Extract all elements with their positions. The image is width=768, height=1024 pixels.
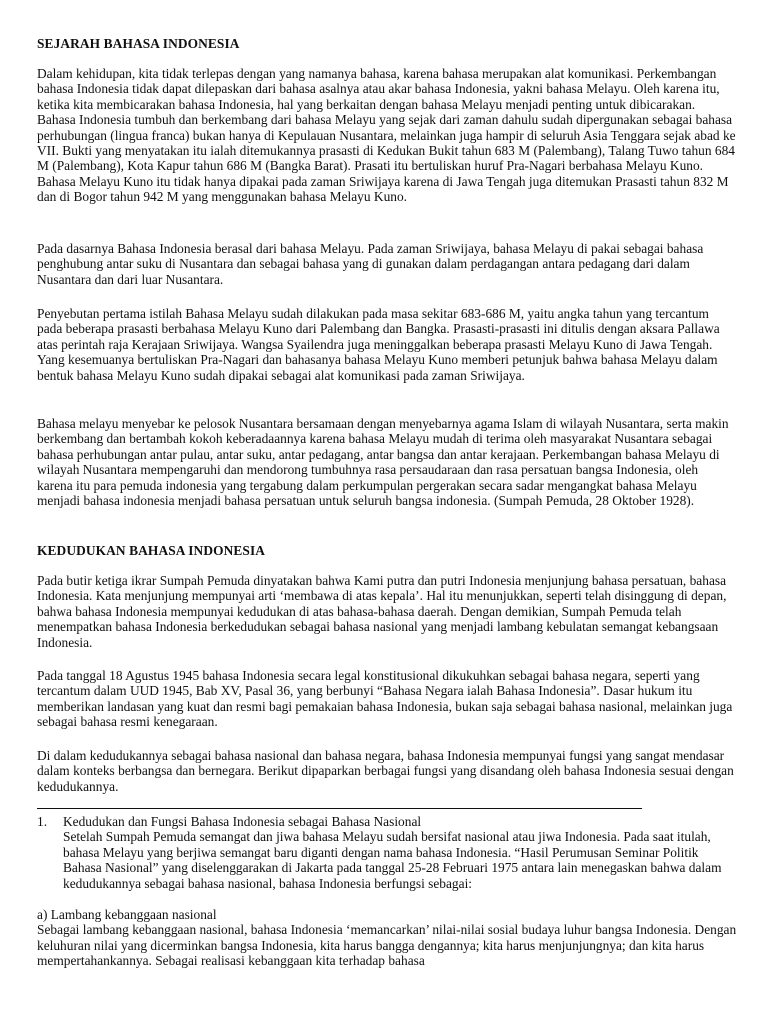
sub-item bbox=[37, 907, 737, 969]
list-number: 1. bbox=[37, 814, 48, 829]
horizontal-divider bbox=[37, 808, 642, 809]
paragraph: Bahasa melayu menyebar ke pelosok Nusantara bersamaan dengan menyebarnya agama Islam di wilayah Nusantara, serta makin berkembang dan bertambah kokoh keberadaannya karena bahasa Melayu mudah di terima oleh masyarakat Nusantara sebagai bahasa perhubungan antar pulau, antar suku, antar pedagang, antar bangsa dan antar kerajaan. Perkembangan bahasa Melayu di wilayah Nusantara mempengaruhi dan mendorong tumbuhnya rasa persaudaraan dan rasa persatuan bangsa Indonesia, oleh karena itu para pemuda indonesia yang tergabung dalam perkumpulan pergerakan secara sadar mengangkat bahasa Melayu menjadi bahasa indonesia menjadi bahasa persatuan untuk seluruh bangsa indonesia. (Sumpah Pemuda, 28 Oktober 1928). bbox=[37, 416, 729, 509]
paragraph: Di dalam kedudukannya sebagai bahasa nasional dan bahasa negara, bahasa Indonesia mempunyai fungsi yang sangat mendasar dalam konteks berbangsa dan bernegara. Berikut dipaparkan berbagai fungsi yang disandang oleh bahasa Indonesia sesuai dengan kedudukannya. bbox=[37, 748, 734, 794]
paragraph: Penyebutan pertama istilah Bahasa Melayu sudah dilakukan pada masa sekitar 683-686 M, yaitu angka tahun yang tercantum pada beberapa prasasti berbahasa Melayu Kuno dari Palembang dan Bangka. Prasasti-prasasti ini ditulis dengan aksara Pallawa atas perintah raja Kerajaan Sriwijaya. Wangsa Syailendra juga meninggalkan beberapa prasasti Melayu Kuno di Jawa Tengah. Yang kesemuanya bertuliskan Pra-Nagari dan bahasanya bahasa Melayu Kuno memberi petunjuk bahwa bahasa Melayu dalam bentuk bahasa Melayu Kuno sudah dipakai sebagai alat komunikasi pada zaman Sriwijaya. bbox=[37, 306, 720, 383]
sub-item-text: Sebagai lambang kebanggaan nasional, bahasa Indonesia ‘memancarkan’ nilai-nilai sosial budaya luhur bangsa Indonesia. Dengan keluhuran nilai yang dicerminkan bangsa Indonesia, kita harus bangga dengannya; kita harus menjunjungnya; dan kita harus mempertahankannya. Sebagai realisasi kebanggaan kita terhadap bahasa bbox=[37, 922, 737, 969]
paragraph: Pada dasarnya Bahasa Indonesia berasal dari bahasa Melayu. Pada zaman Sriwijaya, bahasa Melayu di pakai sebagai bahasa penghubung antar suku di Nusantara dan sebagai bahasa yang di gunakan dalam perdagangan antara pedagang dari dalam Nusantara dan dari luar Nusantara. bbox=[37, 241, 704, 287]
paragraph: Pada butir ketiga ikrar Sumpah Pemuda dinyatakan bahwa Kami putra dan putri Indonesia menjunjung bahasa persatuan, bahasa Indonesia. Kata menjunjung mempunyai arti ‘membawa di atas kepala’. Hal itu menunjukkan, seperti telah disinggung di depan, bahwa bahasa Indonesia mempunyai kedudukan di atas bahasa-bahasa daerah. Dengan demikian, Sumpah Pemuda telah menempatkan bahasa Indonesia berkedudukan sebagai bahasa nasional yang menjadi lambang kebulatan semangat kebangsaan Indonesia. bbox=[37, 573, 727, 650]
list-item-text: Setelah Sumpah Pemuda semangat dan jiwa bahasa Melayu sudah bersifat nasional atau jiwa Indonesia. Pada saat itulah, bahasa Melayu yang berjiwa semangat baru diganti dengan nama bahasa Indonesia. “Hasil Perumusan Seminar Politik Bahasa Nasional” yang diselenggarakan di Jakarta pada tanggal 25-28 Februari 1975 antara lain menegaskan bahwa dalam kedudukannya sebagai bahasa nasional, bahasa Indonesia berfungsi sebagai: bbox=[63, 829, 722, 891]
sub-item-label: a) Lambang kebanggaan nasional bbox=[37, 907, 217, 922]
paragraph: Pada tanggal 18 Agustus 1945 bahasa Indonesia secara legal konstitusional dikukuhkan sebagai bahasa negara, seperti yang tercantum dalam UUD 1945, Bab XV, Pasal 36, yang berbunyi “Bahasa Negara ialah Bahasa Indonesia”. Dasar hukum itu memberikan landasan yang kuat dan resmi bagi pemakaian bahasa Indonesia, bukan saja sebagai bahasa nasional, melainkan juga sebagai bahasa resmi kenegaraan. bbox=[37, 668, 733, 730]
list-item-body bbox=[63, 814, 737, 891]
list-item-heading: Kedudukan dan Fungsi Bahasa Indonesia sebagai Bahasa Nasional bbox=[63, 814, 422, 829]
numbered-list-item bbox=[37, 814, 737, 891]
section-title-kedudukan: KEDUDUKAN BAHASA INDONESIA bbox=[37, 543, 266, 558]
paragraph: Dalam kehidupan, kita tidak terlepas dengan yang namanya bahasa, karena bahasa merupakan alat komunikasi. Perkembangan bahasa Indonesia tidak dapat dilepaskan dari bahasa asalnya atau akar bahasa Indonesia, yakni bahasa Melayu. Oleh karena itu, ketika kita membicarakan bahasa Indonesia, hal yang berkaitan dengan bahasa Melayu menjadi penting untuk dibicarakan. Bahasa Indonesia tumbuh dan berkembang dari bahasa Melayu yang sejak dari zaman dahulu sudah dipergunakan sebagai bahasa perhubungan (lingua franca) bukan hanya di Kepulauan Nusantara, melainkan juga hampir di seluruh Asia Tenggara sejak abad ke VII. Bukti yang menyatakan itu ialah ditemukannya prasasti di Kedukan Bukit tahun 683 M (Palembang), Talang Tuwo tahun 684 M (Palembang), Kota Kapur tahun 686 M (Bangka Barat). Prasati itu bertuliskan huruf Pra-Nagari berbahasa Melayu Kuno. Bahasa Melayu Kuno itu tidak hanya dipakai pada zaman Sriwijaya karena di Jawa Tengah juga ditemukan Prasasti tahun 832 M dan di Bogor tahun 942 M yang menggunakan bahasa Melayu Kuno. bbox=[37, 66, 736, 205]
section-title-sejarah: SEJARAH BAHASA INDONESIA bbox=[37, 36, 240, 51]
